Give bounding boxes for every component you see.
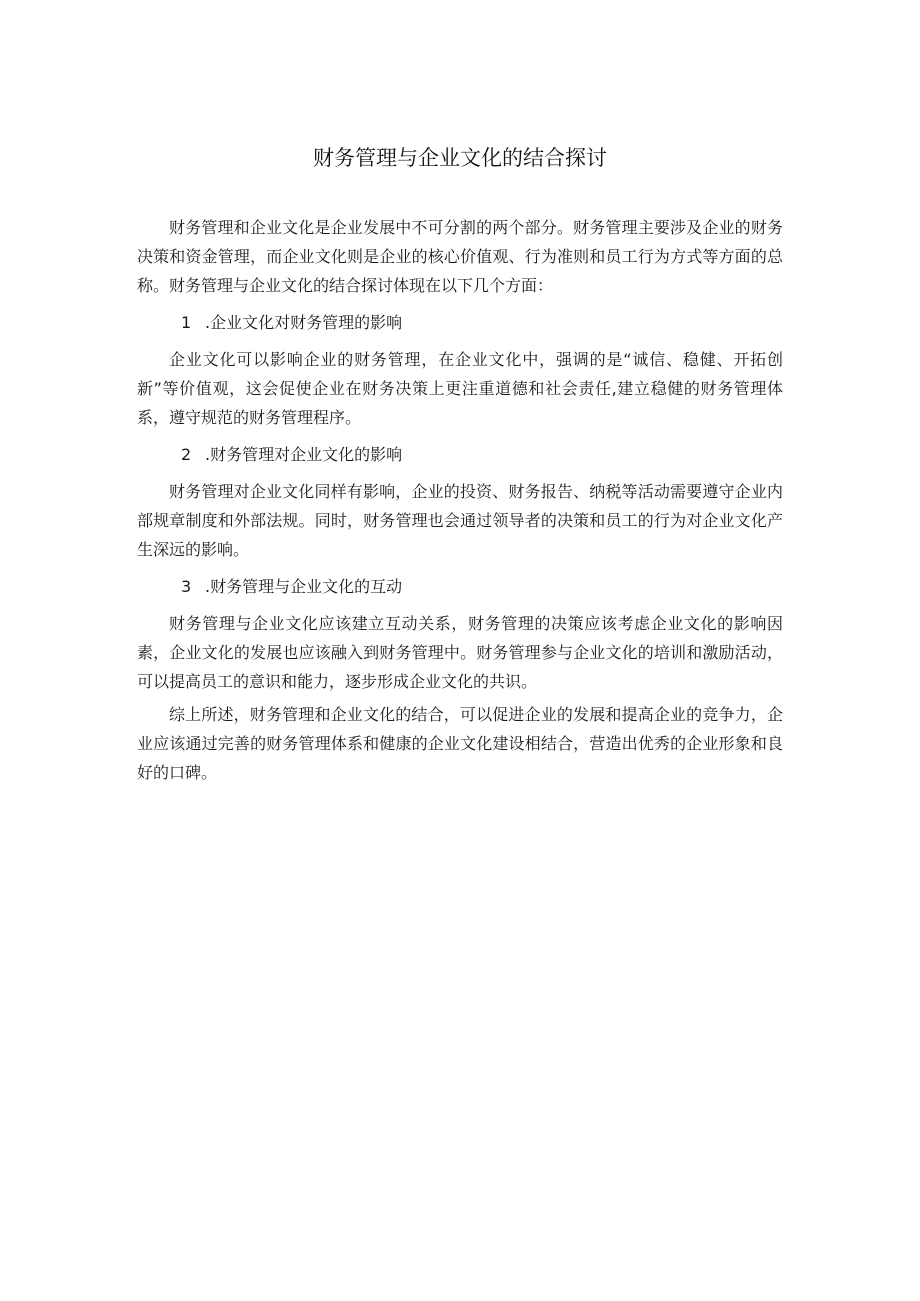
section-number: 3 bbox=[181, 577, 192, 596]
section-heading-1 bbox=[137, 308, 783, 337]
section-paragraph-2: 财务管理对企业文化同样有影响，企业的投资、财务报告、纳税等活动需要遵守企业内部规章制度和外部法规。同时，财务管理也会通过领导者的决策和员工的行为对企业文化产生深远的影响。 bbox=[137, 482, 783, 559]
conclusion-paragraph: 综上所述，财务管理和企业文化的结合，可以促进企业的发展和提高企业的竞争力，企业应该通过完善的财务管理体系和健康的企业文化建设相结合，营造出优秀的企业形象和良好的口碑。 bbox=[137, 705, 783, 782]
section-heading-text: .财务管理对企业文化的影响 bbox=[205, 445, 403, 464]
intro-paragraph: 财务管理和企业文化是企业发展中不可分割的两个部分。财务管理主要涉及企业的财务决策和资金管理，而企业文化则是企业的核心价值观、行为准则和员工行为方式等方面的总称。财务管理与企业文化的结合探讨体现在以下几个方面： bbox=[137, 218, 783, 295]
section-paragraph-1: 企业文化可以影响企业的财务管理，在企业文化中，强调的是“诚信、稳健、开拓创新”等价值观，这会促使企业在财务决策上更注重道德和社会责任,建立稳健的财务管理体系，遵守规范的财务管理程序。 bbox=[137, 350, 783, 427]
document-body bbox=[137, 213, 783, 795]
section-number: 1 bbox=[181, 313, 192, 332]
section-heading-2 bbox=[137, 440, 783, 469]
document-title: 财务管理与企业文化的结合探讨 bbox=[313, 146, 607, 170]
section-heading-text: .财务管理与企业文化的互动 bbox=[205, 577, 403, 596]
section-heading-3 bbox=[137, 572, 783, 601]
section-number: 2 bbox=[181, 445, 192, 464]
section-heading-text: .企业文化对财务管理的影响 bbox=[205, 313, 403, 332]
section-paragraph-3: 财务管理与企业文化应该建立互动关系，财务管理的决策应该考虑企业文化的影响因素，企业文化的发展也应该融入到财务管理中。财务管理参与企业文化的培训和激励活动，可以提高员工的意识和能力，逐步形成企业文化的共识。 bbox=[137, 614, 783, 691]
